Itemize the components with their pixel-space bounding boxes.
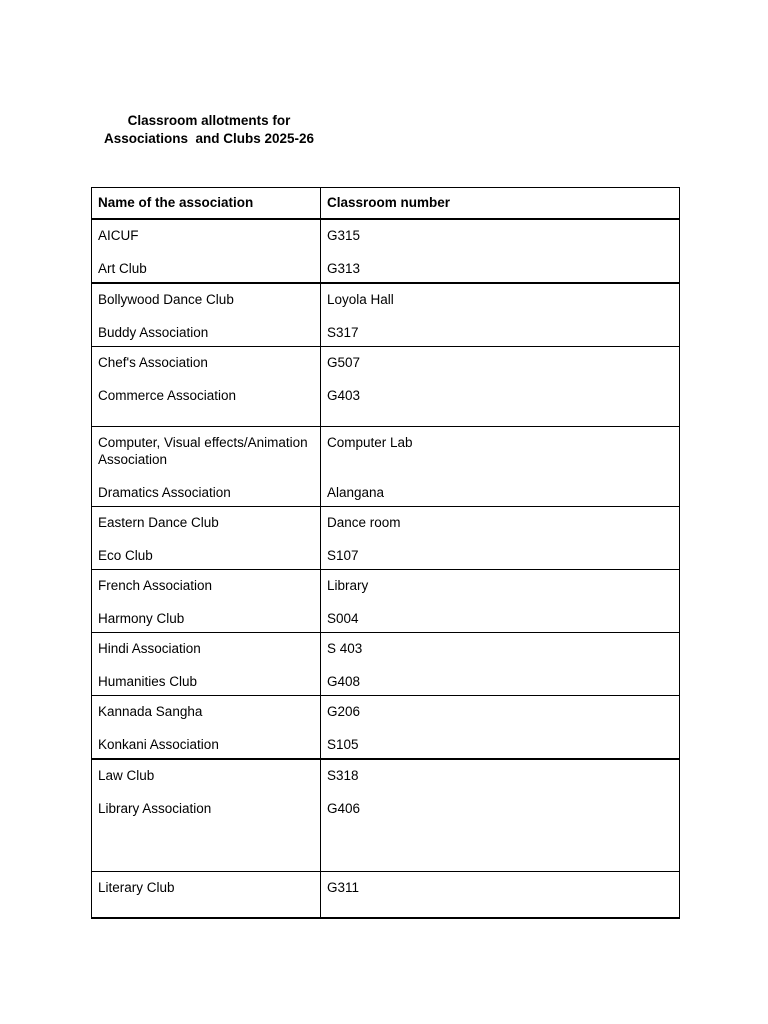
title-line-1: Classroom allotments for xyxy=(127,113,291,128)
classroom-number: S317 xyxy=(327,325,359,340)
row-spacer xyxy=(327,784,673,800)
association-cell xyxy=(92,219,321,283)
association-name: Konkani Association xyxy=(98,737,219,752)
table-row xyxy=(92,696,680,760)
table-row xyxy=(92,347,680,427)
classroom-number: Alangana xyxy=(327,485,385,500)
row-spacer xyxy=(98,468,314,484)
row-spacer xyxy=(327,451,673,484)
association-name: Dramatics Association xyxy=(98,485,231,500)
classroom-number: G406 xyxy=(327,801,361,816)
row-spacer xyxy=(327,244,673,260)
association-cell xyxy=(92,633,321,696)
association-name: Library Association xyxy=(98,801,212,816)
classroom-cell xyxy=(321,570,680,633)
classroom-number: G311 xyxy=(327,880,360,895)
association-cell xyxy=(92,570,321,633)
association-name: Eastern Dance Club xyxy=(98,515,219,530)
row-spacer xyxy=(98,531,314,547)
association-cell xyxy=(92,759,321,872)
association-name: AICUF xyxy=(98,228,139,243)
association-name: Commerce Association xyxy=(98,388,237,403)
row-spacer xyxy=(327,531,673,547)
classroom-number: G206 xyxy=(327,704,361,719)
table-row xyxy=(92,633,680,696)
classroom-number: S318 xyxy=(327,768,359,783)
row-spacer xyxy=(327,308,673,324)
association-name: Literary Club xyxy=(98,880,175,895)
header-association: Name of the association xyxy=(92,188,321,220)
table-row xyxy=(92,427,680,507)
classroom-number: S004 xyxy=(327,611,359,626)
classroom-number: G507 xyxy=(327,355,361,370)
classroom-number: G315 xyxy=(327,228,361,243)
association-name: Kannada Sangha xyxy=(98,704,203,719)
association-name: Chef's Association xyxy=(98,355,208,370)
association-cell xyxy=(92,283,321,347)
association-name: Art Club xyxy=(98,261,147,276)
table-row xyxy=(92,219,680,283)
row-spacer xyxy=(98,371,314,387)
classroom-number: S105 xyxy=(327,737,359,752)
classroom-number: G313 xyxy=(327,261,361,276)
row-spacer xyxy=(98,594,314,610)
classroom-cell xyxy=(321,427,680,507)
association-cell xyxy=(92,347,321,427)
classroom-number: Library xyxy=(327,578,369,593)
classroom-cell xyxy=(321,633,680,696)
classroom-cell xyxy=(321,347,680,427)
header-classroom: Classroom number xyxy=(321,188,680,220)
table-header-row xyxy=(92,188,680,220)
table-row xyxy=(92,872,680,919)
row-spacer xyxy=(98,657,314,673)
classroom-cell xyxy=(321,696,680,760)
table-body xyxy=(92,219,680,918)
association-name: French Association xyxy=(98,578,213,593)
title-line-2: Associations and Clubs 2025-26 xyxy=(103,131,315,146)
classroom-number: S 403 xyxy=(327,641,363,656)
classroom-number: G403 xyxy=(327,388,361,403)
association-name: Hindi Association xyxy=(98,641,201,656)
row-spacer xyxy=(98,784,314,800)
classroom-number: G408 xyxy=(327,674,361,689)
table-row xyxy=(92,507,680,570)
classroom-cell xyxy=(321,759,680,872)
classroom-number: S107 xyxy=(327,548,359,563)
table-row xyxy=(92,570,680,633)
classroom-number: Computer Lab xyxy=(327,435,413,450)
association-name: Bollywood Dance Club xyxy=(98,292,234,307)
association-name: Humanities Club xyxy=(98,674,198,689)
association-cell xyxy=(92,872,321,919)
association-cell xyxy=(92,696,321,760)
table-row xyxy=(92,759,680,872)
association-name: Law Club xyxy=(98,768,155,783)
document-title xyxy=(96,112,322,148)
association-cell xyxy=(92,507,321,570)
row-spacer xyxy=(327,720,673,736)
association-name: Computer, Visual effects/Animation Association xyxy=(98,435,308,467)
classroom-cell xyxy=(321,872,680,919)
classroom-cell xyxy=(321,219,680,283)
row-spacer xyxy=(327,371,673,387)
row-spacer xyxy=(98,244,314,260)
classroom-cell xyxy=(321,283,680,347)
row-spacer xyxy=(98,720,314,736)
row-spacer xyxy=(327,657,673,673)
association-name: Buddy Association xyxy=(98,325,209,340)
association-cell xyxy=(92,427,321,507)
classroom-number: Loyola Hall xyxy=(327,292,394,307)
allotment-table xyxy=(91,187,680,919)
table-row xyxy=(92,283,680,347)
classroom-cell xyxy=(321,507,680,570)
association-name: Harmony Club xyxy=(98,611,185,626)
row-spacer xyxy=(327,594,673,610)
classroom-number: Dance room xyxy=(327,515,401,530)
association-name: Eco Club xyxy=(98,548,153,563)
row-spacer xyxy=(98,308,314,324)
